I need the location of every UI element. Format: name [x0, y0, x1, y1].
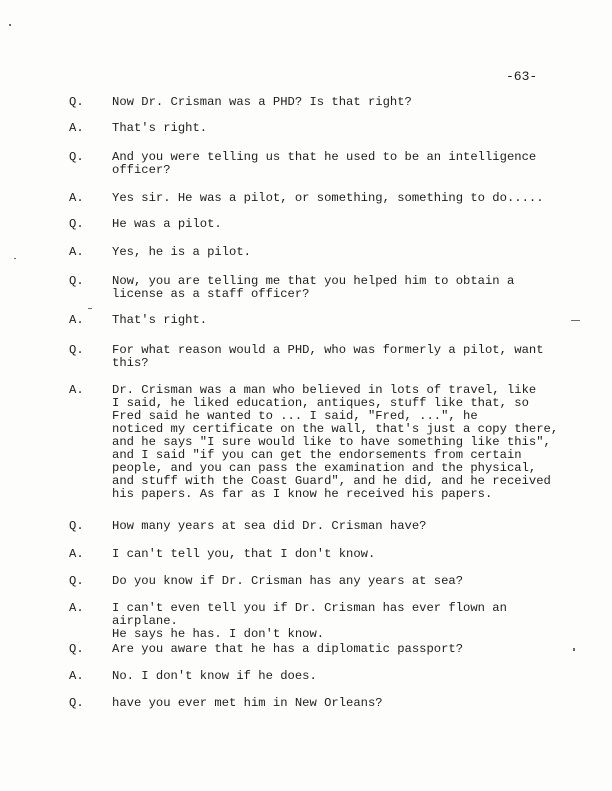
scan-speck: [573, 648, 575, 651]
entry-text: For what reason would a PHD, who was formerly a pilot, want this?: [112, 343, 544, 370]
speaker-label: A.: [69, 669, 84, 683]
entry-text: Yes, he is a pilot.: [112, 245, 251, 259]
scan-speck: [9, 24, 11, 26]
entry-text: Are you aware that he has a diplomatic passport?: [112, 642, 464, 656]
speaker-label: A.: [69, 245, 84, 259]
speaker-label: Q.: [69, 150, 84, 164]
scan-speck: [88, 308, 92, 309]
speaker-label: A.: [69, 601, 84, 615]
entry-text: Do you know if Dr. Crisman has any years at sea?: [112, 574, 464, 588]
entry-text: No. I don't know if he does.: [112, 669, 317, 683]
entry-text: Yes sir. He was a pilot, or something, something to do.....: [112, 191, 544, 205]
speaker-label: A.: [69, 547, 84, 561]
speaker-label: A.: [69, 191, 84, 205]
speaker-label: A.: [69, 313, 84, 327]
entry-text: Dr. Crisman was a man who believed in lots of travel, like I said, he liked education, antiques, stuff like that, so Fred said he wanted to ... I said, "Fred, ...", he noticed my certificate on the wall, that's just a copy there, and he says "I sure would like to have something like this", and I said "if you can get the endorsements from certain people, and you can pass the examination and the physical, and stuff with the Coast Guard", and he did, and he received his papers. As far as I know he received his papers.: [112, 383, 559, 501]
speaker-label: Q.: [69, 519, 84, 533]
page-number: -63-: [506, 69, 538, 84]
speaker-label: Q.: [69, 642, 84, 656]
speaker-label: A.: [69, 383, 84, 397]
scan-speck: [14, 258, 16, 259]
speaker-label: Q.: [69, 343, 84, 357]
entry-text: That's right.: [112, 121, 208, 135]
scan-speck: [571, 320, 580, 321]
entry-text: have you ever met him in New Orleans?: [112, 696, 383, 710]
speaker-label: Q.: [69, 95, 84, 109]
speaker-label: Q.: [69, 574, 84, 588]
speaker-label: Q.: [69, 696, 84, 710]
entry-text: He was a pilot.: [112, 217, 222, 231]
entry-text: That's right.: [112, 313, 208, 327]
entry-text: How many years at sea did Dr. Crisman have?: [112, 519, 427, 533]
speaker-label: Q.: [69, 217, 84, 231]
speaker-label: A.: [69, 121, 84, 135]
entry-text: Now, you are telling me that you helped him to obtain a license as a staff officer?: [112, 274, 515, 301]
entry-text: And you were telling us that he used to be an intelligence officer?: [112, 150, 537, 177]
entry-text: I can't even tell you if Dr. Crisman has ever flown an airplane. He says he has. I don't know.: [112, 601, 507, 641]
entry-text: Now Dr. Crisman was a PHD? Is that right?: [112, 95, 412, 109]
speaker-label: Q.: [69, 274, 84, 288]
entry-text: I can't tell you, that I don't know.: [112, 547, 376, 561]
